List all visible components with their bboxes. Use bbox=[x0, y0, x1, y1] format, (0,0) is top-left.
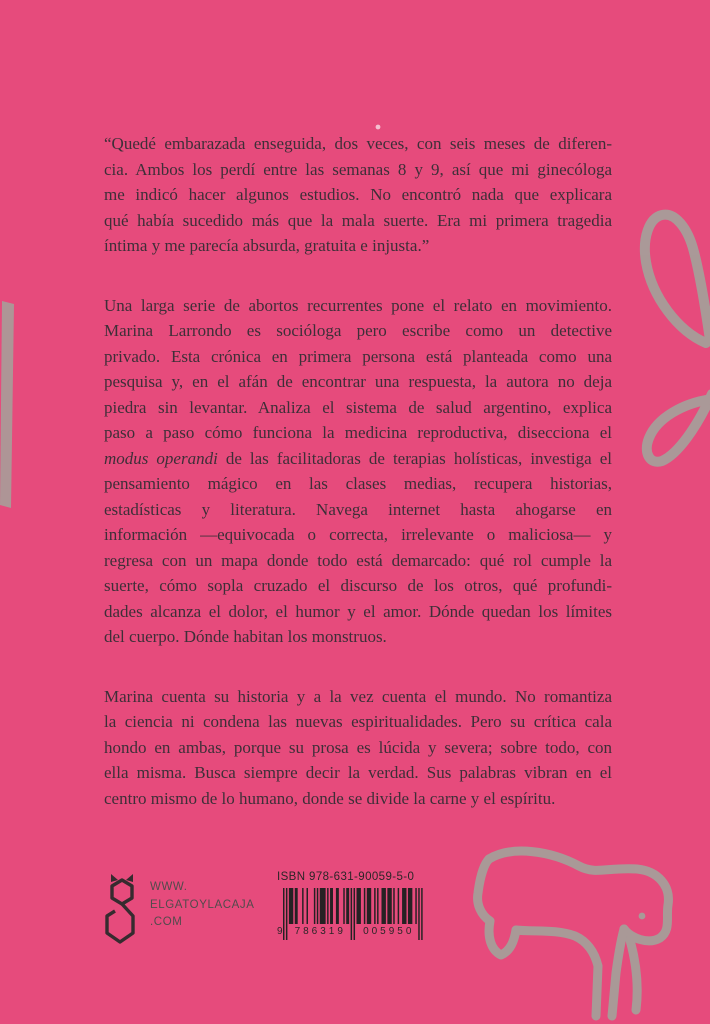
text-line: privado. Esta crónica en primera persona está planteada como una bbox=[104, 346, 612, 366]
barcode-digit-group-2: 005950 bbox=[363, 926, 415, 937]
text-line: pensamiento mágico en las clases medias, recupera historias, bbox=[104, 474, 612, 493]
silver-dog-doodle-icon bbox=[478, 851, 669, 1016]
barcode-bar bbox=[408, 888, 412, 924]
barcode-digit-group-1: 786319 bbox=[294, 926, 346, 937]
text-line: suerte, cómo sopla cruzado el discurso de los otros, qué profundi- bbox=[104, 576, 612, 595]
barcode-bar bbox=[320, 888, 326, 924]
text-line: modus operandi de las facilitadoras de terapias holísticas, investiga el bbox=[104, 448, 612, 468]
text-line: regresa con un mapa donde todo está demarcado: qué rol cumple la bbox=[104, 550, 612, 570]
barcode-bar bbox=[398, 888, 399, 924]
text-line: qué había sucedido más que la mala suerte. Era mi primera tragedia bbox=[104, 210, 612, 230]
barcode-bar bbox=[314, 888, 315, 924]
barcode-bar bbox=[302, 888, 303, 924]
text-line: Marina cuenta su historia y a la vez cuenta el mundo. No romantiza bbox=[104, 686, 612, 706]
barcode-bar bbox=[387, 888, 391, 924]
text-line: del cuerpo. Dónde habitan los monstruos. bbox=[104, 627, 387, 646]
barcode-bar bbox=[307, 888, 308, 924]
silver-loop-doodle-icon bbox=[645, 215, 710, 462]
body-text bbox=[104, 131, 612, 845]
website-url bbox=[150, 879, 255, 932]
website-line-1: WWW. bbox=[150, 881, 188, 893]
website-line-2: ELGATOYLACAJA bbox=[150, 898, 255, 911]
barcode-bar bbox=[367, 888, 371, 924]
text-line: pesquisa y, en el afán de encontrar una respuesta, la autora no deja bbox=[104, 372, 612, 391]
el-gato-y-la-caja-logo-icon bbox=[102, 871, 144, 949]
barcode-bar bbox=[381, 888, 385, 924]
barcode-bar bbox=[330, 888, 333, 924]
text-line: hondo en ambas, porque su prosa es lúcida y severa; sobre todo, con bbox=[104, 737, 612, 757]
text-line: información —equivocada o correcta, irrelevante o maliciosa— y bbox=[104, 525, 612, 544]
barcode-bar bbox=[415, 888, 416, 924]
text-line: la ciencia ni condena las nuevas espiritualidades. Pero su crítica cala bbox=[104, 712, 612, 731]
barcode-bar bbox=[343, 888, 344, 924]
text-line: “Quedé embarazada enseguida, dos veces, con seis meses de diferen- bbox=[104, 134, 612, 153]
barcode-bar bbox=[357, 888, 361, 924]
dust-speck-icon bbox=[376, 125, 381, 130]
text-line: ella misma. Busca siempre decir la verdad. Sus palabras vibran en el bbox=[104, 763, 612, 782]
paragraph bbox=[104, 131, 612, 259]
barcode-digits bbox=[277, 925, 423, 938]
barcode-bar bbox=[289, 888, 293, 924]
text-line: cia. Ambos los perdí entre las semanas 8 y 9, así que mi ginecóloga bbox=[104, 159, 612, 179]
isbn-label: ISBN 978-631-90059-5-0 bbox=[277, 871, 415, 883]
text-line: dades alcanza el dolor, el humor y el amor. Dónde quedan los límites bbox=[104, 601, 612, 621]
text-line: centro mismo de lo humano, donde se divide la carne y el espíritu. bbox=[104, 788, 556, 808]
website-line-3: .COM bbox=[150, 916, 183, 928]
barcode-bar bbox=[336, 888, 339, 924]
barcode-digit-prefix: 9 bbox=[277, 926, 283, 937]
barcode-bar bbox=[374, 888, 375, 924]
text-line: íntima y me parecía absurda, gratuita e injusta.” bbox=[104, 236, 430, 255]
barcode-bar bbox=[402, 888, 406, 924]
silver-spine-strip-icon bbox=[0, 301, 14, 508]
paragraph bbox=[104, 293, 612, 650]
text-line: Marina Larrondo es socióloga pero escribe como un detective bbox=[104, 321, 612, 340]
barcode-bar bbox=[346, 888, 349, 924]
text-line: Una larga serie de abortos recurrentes pone el relato en movimiento. bbox=[104, 295, 612, 315]
text-line: me indicó hacer algunos estudios. No encontró nada que explicara bbox=[104, 185, 612, 204]
text-line: paso a paso cómo funciona la medicina reproductiva, disecciona el bbox=[104, 423, 612, 442]
barcode-bar bbox=[377, 888, 378, 924]
barcode bbox=[277, 888, 425, 940]
barcode-bar bbox=[295, 888, 298, 924]
text-line: estadísticas y literatura. Navega internet hasta ahogarse en bbox=[104, 499, 612, 519]
isbn-block bbox=[277, 870, 429, 940]
barcode-bar bbox=[364, 888, 365, 924]
text-line: piedra sin levantar. Analiza el sistema de salud argentino, explica bbox=[104, 397, 612, 417]
barcode-bar bbox=[317, 888, 318, 924]
paragraph bbox=[104, 684, 612, 812]
barcode-bar bbox=[327, 888, 328, 924]
barcode-bar bbox=[393, 888, 394, 924]
